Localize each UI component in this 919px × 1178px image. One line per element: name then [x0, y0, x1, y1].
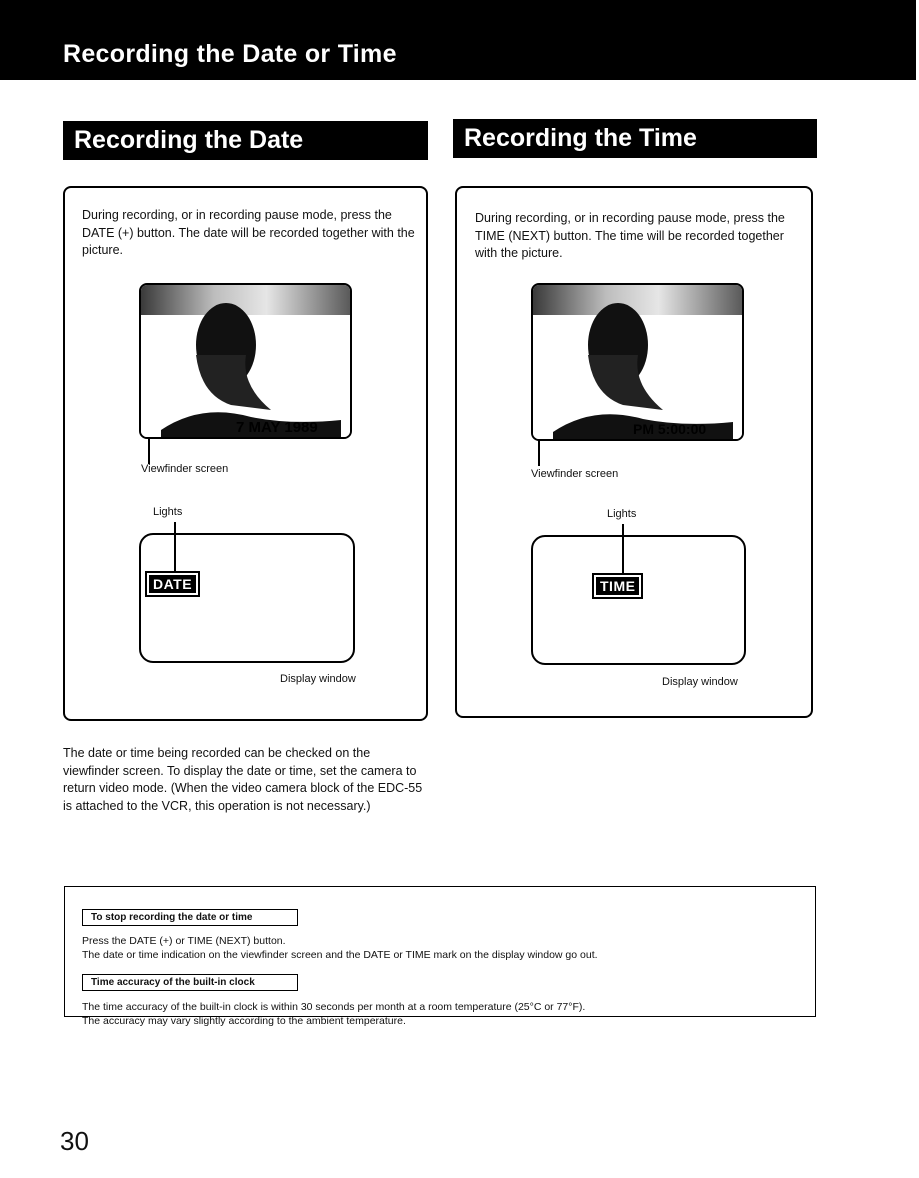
viewfinder-photo-graphic: [533, 285, 742, 439]
date-intro-text: During recording, or in recording pause mode, press the DATE (+) button. The date will be recorded together with the picture.: [82, 208, 415, 257]
viewfinder-leader-line: [148, 438, 150, 464]
date-viewfinder-image: [139, 283, 352, 439]
stop-recording-heading: To stop recording the date or time: [82, 909, 298, 926]
time-section-title-bar: [453, 119, 817, 158]
page-number: 30: [60, 1126, 89, 1156]
date-indicator-badge: DATE: [147, 573, 198, 595]
date-overlay-text: 7 MAY 1989: [236, 419, 318, 436]
time-viewfinder-image: [531, 283, 744, 441]
time-viewfinder-label: Viewfinder screen: [531, 468, 619, 480]
date-display-window: [139, 533, 355, 663]
time-lights-label: Lights: [607, 508, 637, 520]
date-section-title-bar: [63, 121, 428, 160]
page-title: Recording the Date or Time: [63, 40, 397, 68]
time-intro-text: During recording, or in recording pause mode, press the TIME (NEXT) button. The time will be recorded together with the picture.: [475, 211, 785, 260]
clock-accuracy-heading: Time accuracy of the built-in clock: [82, 974, 298, 991]
time-section-title: Recording the Time: [464, 124, 697, 152]
viewfinder-leader-line: [538, 440, 540, 466]
time-display-window: [531, 535, 746, 665]
clock-accuracy-line-1: The time accuracy of the built-in clock is within 30 seconds per month at a room temperature (25°C or 77°F).: [82, 1001, 586, 1013]
stop-recording-line-1: Press the DATE (+) or TIME (NEXT) button.: [82, 935, 286, 947]
date-lights-label: Lights: [153, 506, 183, 518]
clock-accuracy-line-2: The accuracy may vary slightly according to the ambient temperature.: [82, 1015, 406, 1027]
date-section-title: Recording the Date: [74, 126, 304, 154]
date-viewfinder-label: Viewfinder screen: [141, 463, 229, 475]
date-display-window-label: Display window: [280, 673, 356, 685]
viewfinder-photo-graphic: [141, 285, 350, 437]
time-indicator-badge: TIME: [594, 575, 641, 597]
time-overlay-text: PM 5:00:00: [633, 421, 707, 437]
body-paragraph: The date or time being recorded can be checked on the viewfinder screen. To display the date or time, set the camera to return video mode. (When the video camera block of the EDC-55 is attached to the VCR, this operation is not necessary.): [63, 746, 423, 813]
stop-recording-line-2: The date or time indication on the viewfinder screen and the DATE or TIME mark on the display window go out.: [82, 949, 598, 961]
time-display-window-label: Display window: [662, 676, 738, 688]
